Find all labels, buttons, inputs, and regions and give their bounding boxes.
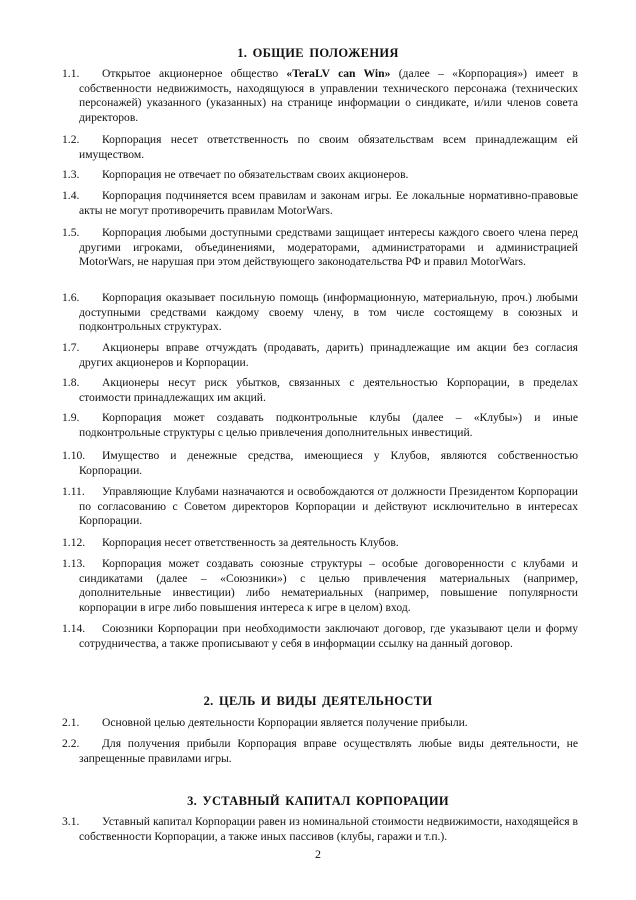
section-title: 2. ЦЕЛЬ И ВИДЫ ДЕЯТЕЛЬНОСТИ	[203, 694, 433, 708]
clause-number: 1.12.	[62, 536, 86, 549]
clause-number: 1.4.	[62, 189, 80, 202]
clause-number: 1.2.	[62, 133, 80, 146]
clause-number: 3.1.	[62, 815, 80, 828]
clause-1-11: 1.11. Управляющие Клубами назначаются и освобождаются от должности Президентом Корпорации по согласованию с Советом директоров Корпорации и действуют исключительно в интересах Корпорации.	[62, 485, 578, 527]
clause-number: 1.13.	[62, 557, 86, 570]
clause-number: 1.9.	[62, 411, 80, 424]
clause-number: 2.2.	[62, 737, 80, 750]
clause-1-5: 1.5. Корпорация любыми доступными средствами защищает интересы каждого своего члена перед другими игроками, объединениями, модераторами, администраторами и администрацией MotorWars, не нарушая при этом действующего законодательства РФ и правил MotorWars.	[62, 226, 578, 268]
clause-number: 2.1.	[62, 716, 80, 729]
clause-1-4: 1.4. Корпорация подчиняется всем правилам и законам игры. Ее локальные нормативно-правовые акты не могут противоречить правилам MotorWars.	[62, 189, 578, 217]
clause-2-1: 2.1. Основной целью деятельности Корпорации является получение прибыли.	[62, 716, 468, 729]
clause-number: 1.10.	[62, 449, 86, 462]
clause-1-10: 1.10. Имущество и денежные средства, имеющиеся у Клубов, являются собственностью Корпорации.	[62, 449, 578, 477]
clause-3-1: 3.1. Уставный капитал Корпорации равен из номинальной стоимости недвижимости, находящейся в собственности Корпорации, а также иных пассивов (клубы, гаражи и т.п.).	[62, 815, 578, 843]
clause-number: 1.1.	[62, 67, 80, 80]
clause-number: 1.8.	[62, 376, 80, 389]
clause-1-3: 1.3. Корпорация не отвечает по обязательствам своих акционеров.	[62, 168, 409, 181]
company-name: «TeraLV can Win»	[286, 67, 391, 80]
clause-2-2: 2.2. Для получения прибыли Корпорация вправе осуществлять любые виды деятельности, не запрещенные правилами игры.	[62, 737, 578, 765]
clause-number: 1.6.	[62, 291, 80, 304]
clause-1-2: 1.2. Корпорация несет ответственность по своим обязательствам всем принадлежащим ей имуществом.	[62, 133, 578, 161]
clause-1-7: 1.7. Акционеры вправе отчуждать (продавать, дарить) принадлежащие им акции без согласия других акционеров и Корпорации.	[62, 341, 578, 369]
clause-1-12: 1.12. Корпорация несет ответственность за деятельность Клубов.	[62, 536, 399, 549]
clause-1-1: 1.1. Открытое акционерное общество «TeraLV can Win» (далее – «Корпорация») имеет в собственности недвижимость, находящуюся в управлении технического персонажа (технических персонажей) указанного (указанных) на странице информации о синдикате, и/или членов совета директоров.	[62, 67, 578, 124]
clause-1-9: 1.9. Корпорация может создавать подконтрольные клубы (далее – «Клубы») и иные подконтрольные структуры с целью привлечения дополнительных инвестиций.	[62, 411, 578, 439]
clause-1-8: 1.8. Акционеры несут риск убытков, связанных с деятельностью Корпорации, в пределах стоимости принадлежащих им акций.	[62, 376, 578, 404]
clause-number: 1.3.	[62, 168, 80, 181]
section-title: 1. ОБЩИЕ ПОЛОЖЕНИЯ	[237, 46, 399, 60]
page-number: 2	[315, 847, 321, 861]
clause-1-6: 1.6. Корпорация оказывает посильную помощь (информационную, материальную, проч.) любыми доступными средствами каждому своему члену, в том числе состоящему в союзных и подконтрольных структурах.	[62, 291, 578, 333]
clause-1-13: 1.13. Корпорация может создавать союзные структуры – особые договоренности с клубами и синдикатами (далее – «Союзники») с целью привлечения материальных (например, дополнительные инвестиции) либо нематериальных (например, повышение популярности корпорации в игре либо повышения интереса к игре в целом) вход.	[62, 557, 578, 614]
clause-number: 1.5.	[62, 226, 80, 239]
clause-number: 1.11.	[62, 485, 85, 498]
clause-1-14: 1.14. Союзники Корпорации при необходимости заключают договор, где указывают цели и форму сотрудничества, а также прописывают у себя в информации ссылку на данный договор.	[62, 622, 578, 650]
clause-number: 1.7.	[62, 341, 80, 354]
section-title: 3. УСТАВНЫЙ КАПИТАЛ КОРПОРАЦИИ	[187, 794, 449, 808]
clause-number: 1.14.	[62, 622, 86, 635]
